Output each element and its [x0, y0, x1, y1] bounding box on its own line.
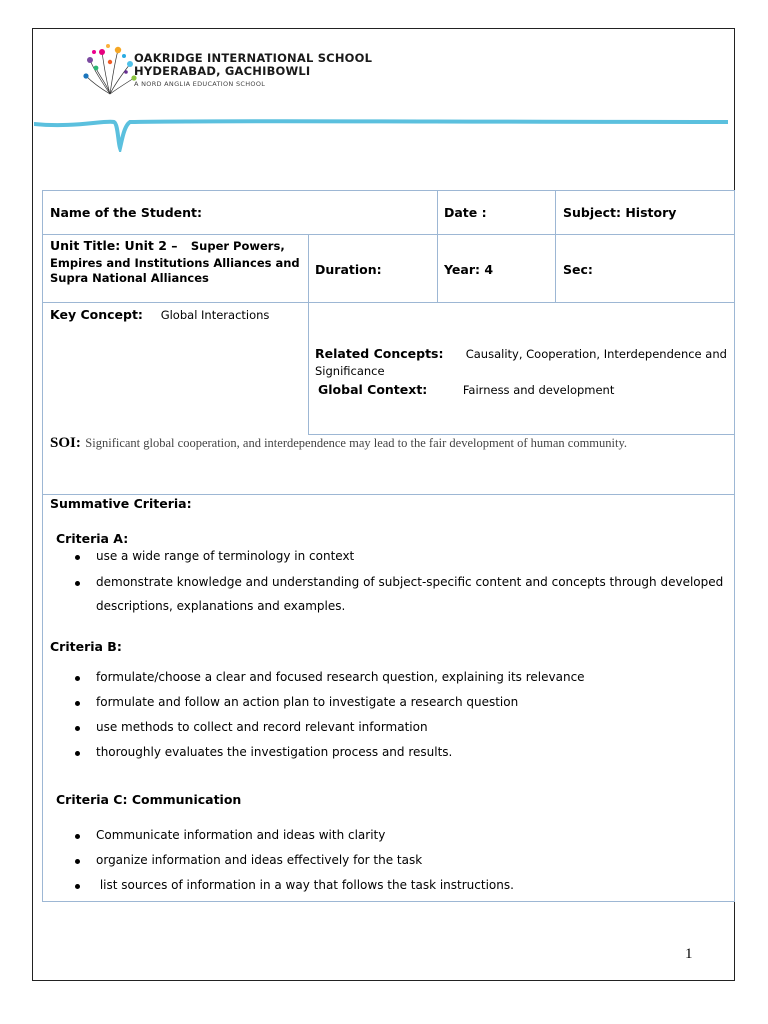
school-name-block [134, 52, 372, 88]
related-concepts-value-2: Significance [315, 364, 385, 378]
unit-title-line2: Empires and Institutions Alliances and [50, 256, 300, 270]
key-concept-label: Key Concept: [50, 307, 143, 322]
date-label: Date : [444, 205, 487, 220]
student-name-label: Name of the Student: [50, 205, 203, 220]
summative-criteria-heading: Summative Criteria: [50, 496, 192, 511]
year-label: Year: 4 [444, 262, 494, 277]
key-concept-value: Global Interactions [160, 308, 270, 322]
section-label: Sec: [563, 262, 593, 277]
duration-label: Duration: [315, 262, 382, 277]
soi-label: SOI: [50, 435, 81, 451]
global-context-label: Global Context: [318, 382, 428, 397]
unit-title-line1: Super Powers, [190, 239, 285, 253]
related-concepts-cell [315, 345, 730, 399]
related-concepts-value: Causality, Cooperation, Interdependence and [465, 347, 727, 361]
unit-title-line3: Supra National Alliances [50, 271, 209, 285]
related-concepts-label: Related Concepts: [315, 346, 444, 361]
unit-info-table: Name of the Student: Date : Subject: History Unit Title: Unit 2 – Super Powers, Empires and Institutions Alliances and Supra National Alliances Duration: Year: 4 Sec: Key Concept: Global Interactions Related Concepts: Causality, Cooperation, Interdependence and Significance Global Context: Fairness and development SOI: Significant global cooperation, and interdependence may lead to the fair development of human community. Summative Criteria: Criteria A: use a wide range of terminology in context demonstrate knowledge and understanding of subject-specific content and concepts through developed descriptions, explanations and examples. Criteria B: formulate/choose a clear and focused research question, explaining its relevance formulate and follow an action plan to investigate a research question use methods to collect and record relevant information thoroughly evaluates the investigation process and results. Criteria C: Communication Communicate information and ideas with clarity organize information and ideas effectively for the task list sources of information in a way that follows the task instructions. [42, 190, 735, 902]
unit-title-label: Unit Title: Unit 2 – [50, 238, 178, 253]
subject-label: Subject: History [563, 205, 677, 220]
unit-title-cell [50, 237, 305, 285]
criteria-a-heading: Criteria A: [56, 531, 129, 546]
school-name-line2: HYDERABAD, GACHIBOWLI [134, 64, 311, 78]
key-concept-cell [50, 306, 269, 324]
header-wave-divider [34, 112, 728, 152]
criteria-c-heading: Criteria C: Communication [56, 792, 242, 807]
school-tagline: A NORD ANGLIA EDUCATION SCHOOL [134, 80, 266, 88]
soi-cell [50, 434, 627, 452]
page-number: 1 [685, 946, 693, 962]
school-name-line1: OAKRIDGE INTERNATIONAL SCHOOL [134, 51, 373, 65]
soi-text: Significant global cooperation, and interdependence may lead to the fair development of human community. [85, 436, 628, 450]
global-context-value: Fairness and development [462, 383, 615, 397]
criteria-b-heading: Criteria B: [50, 639, 122, 654]
